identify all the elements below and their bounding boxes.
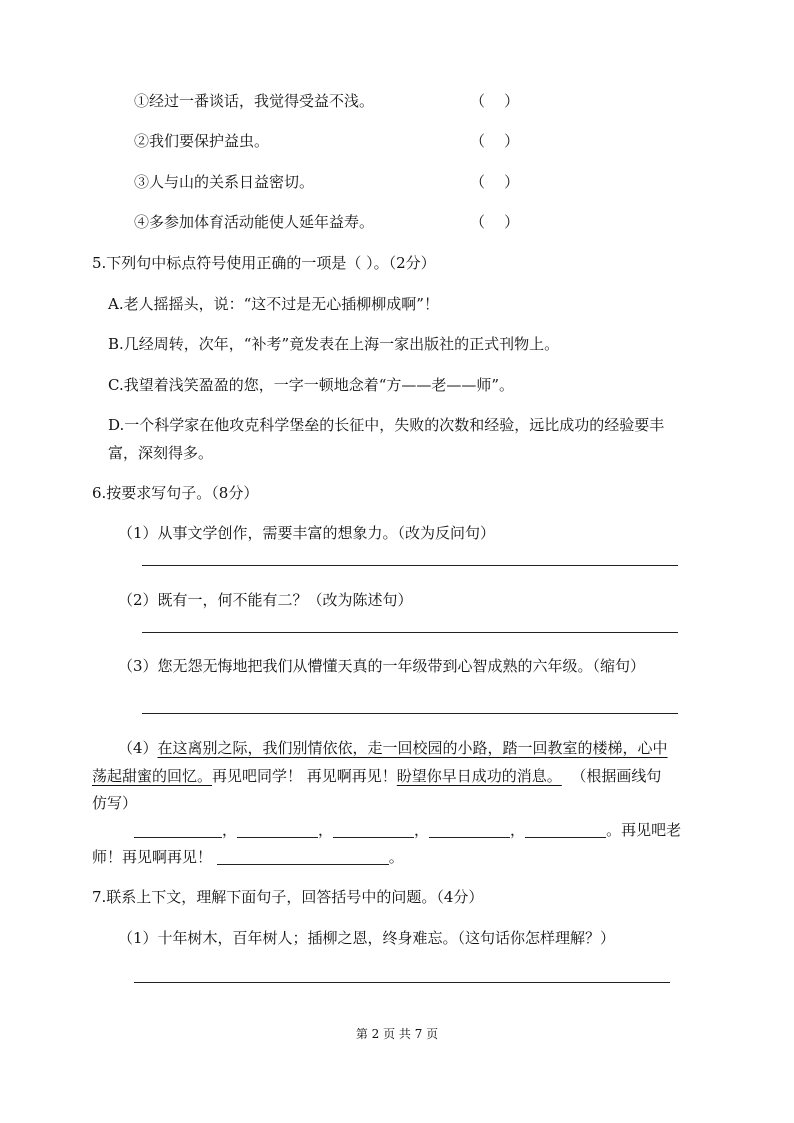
comma: ，	[414, 821, 430, 839]
q6-4-period-mid: 。再见吧老	[606, 821, 682, 839]
q5-option-d-line1: D.一个科学家在他攻克科学堡垒的长征中，失败的次数和经验，远比成功的经验要丰	[108, 416, 665, 434]
q6-4-blank-1[interactable]	[134, 821, 222, 838]
q4-item-3-answer-paren[interactable]: （ ）	[470, 173, 520, 191]
q6-sentence-4-line3: 仿写）	[92, 794, 138, 812]
q5-option-d-line2: 富，深刻得多。	[108, 444, 214, 462]
q6-sentence-2: （2）既有一，何不能有二？（改为陈述句）	[118, 591, 413, 609]
q6-4-blank-3[interactable]	[333, 821, 414, 838]
q6-4-instruction: （根据画线句	[571, 767, 662, 785]
q6-4-underlined-part-2: 荡起甜蜜的回忆。	[92, 767, 213, 785]
q4-item-2-answer-paren[interactable]: （ ）	[470, 132, 520, 150]
q6-4-middle-text: 再见吧同学！ 再见啊再见！	[212, 767, 397, 785]
comma: ，	[510, 821, 526, 839]
q6-4-underlined-part-1: 在这离别之际，我们别情依依，走一回校园的小路，踏一回教室的楼梯，心中	[157, 739, 668, 757]
q4-item-1: ①经过一番谈话，我觉得受益不浅。	[134, 92, 375, 110]
q4-item-1-answer-paren[interactable]: （ ）	[470, 92, 520, 110]
q5-option-a: A.老人摇摇头，说：“这不过是无心插柳柳成啊”！	[108, 295, 439, 313]
q5-stem: 5.下列句中标点符号使用正确的一项是（ ）。（2分）	[92, 254, 436, 272]
q6-sentence-4-line2	[92, 766, 661, 786]
q6-2-answer-line[interactable]	[142, 632, 678, 633]
comma: ，	[222, 821, 238, 839]
q6-sentence-1: （1）从事文学创作，需要丰富的想象力。（改为反问句）	[118, 524, 496, 542]
q6-3-answer-line[interactable]	[142, 713, 678, 714]
q5-option-c: C.我望着浅笑盈盈的您，一字一顿地念着“方——老——师”。	[108, 376, 515, 394]
q6-4-underlined-part-3: 盼望你早日成功的消息。	[396, 767, 562, 785]
q6-4-fill-row-2	[92, 847, 404, 867]
q6-4-blank-5[interactable]	[525, 821, 606, 838]
q4-item-4: ④多参加体育活动能使人延年益寿。	[134, 213, 375, 231]
q7-sentence-1: （1）十年树木，百年树人；插柳之恩，终身难忘。（这句话你怎样理解？）	[118, 929, 616, 947]
q6-4-fill-row-1	[134, 820, 681, 840]
q6-4-end-period: 。	[388, 848, 404, 866]
q6-sentence-3: （3）您无怨无悔地把我们从懵懂天真的一年级带到心智成熟的六年级。（缩句）	[118, 657, 646, 675]
q7-stem: 7.联系上下文，理解下面句子，回答括号中的问题。（4分）	[92, 888, 484, 906]
q5-option-b: B.几经周转，次年，“补考”竟发表在上海一家出版社的正式刊物上。	[108, 335, 560, 353]
q6-4-blank-6[interactable]	[217, 848, 389, 865]
q4-item-2: ②我们要保护益虫。	[134, 132, 270, 150]
q6-4-blank-4[interactable]	[429, 821, 510, 838]
q6-sentence-4-line1	[118, 738, 668, 758]
q4-item-3: ③人与山的关系日益密切。	[134, 173, 315, 191]
q6-4-prefix: （4）	[118, 739, 158, 757]
page-footer: 第 2 页 共 7 页	[355, 1027, 439, 1041]
q6-4-line5-start: 师！再见啊再见！	[92, 848, 213, 866]
q6-1-answer-line[interactable]	[142, 565, 678, 566]
q6-stem: 6.按要求写句子。（8分）	[92, 484, 259, 502]
q4-item-4-answer-paren[interactable]: （ ）	[470, 213, 520, 231]
comma: ，	[318, 821, 334, 839]
q7-1-answer-line[interactable]	[134, 982, 670, 983]
q6-4-blank-2[interactable]	[237, 821, 318, 838]
